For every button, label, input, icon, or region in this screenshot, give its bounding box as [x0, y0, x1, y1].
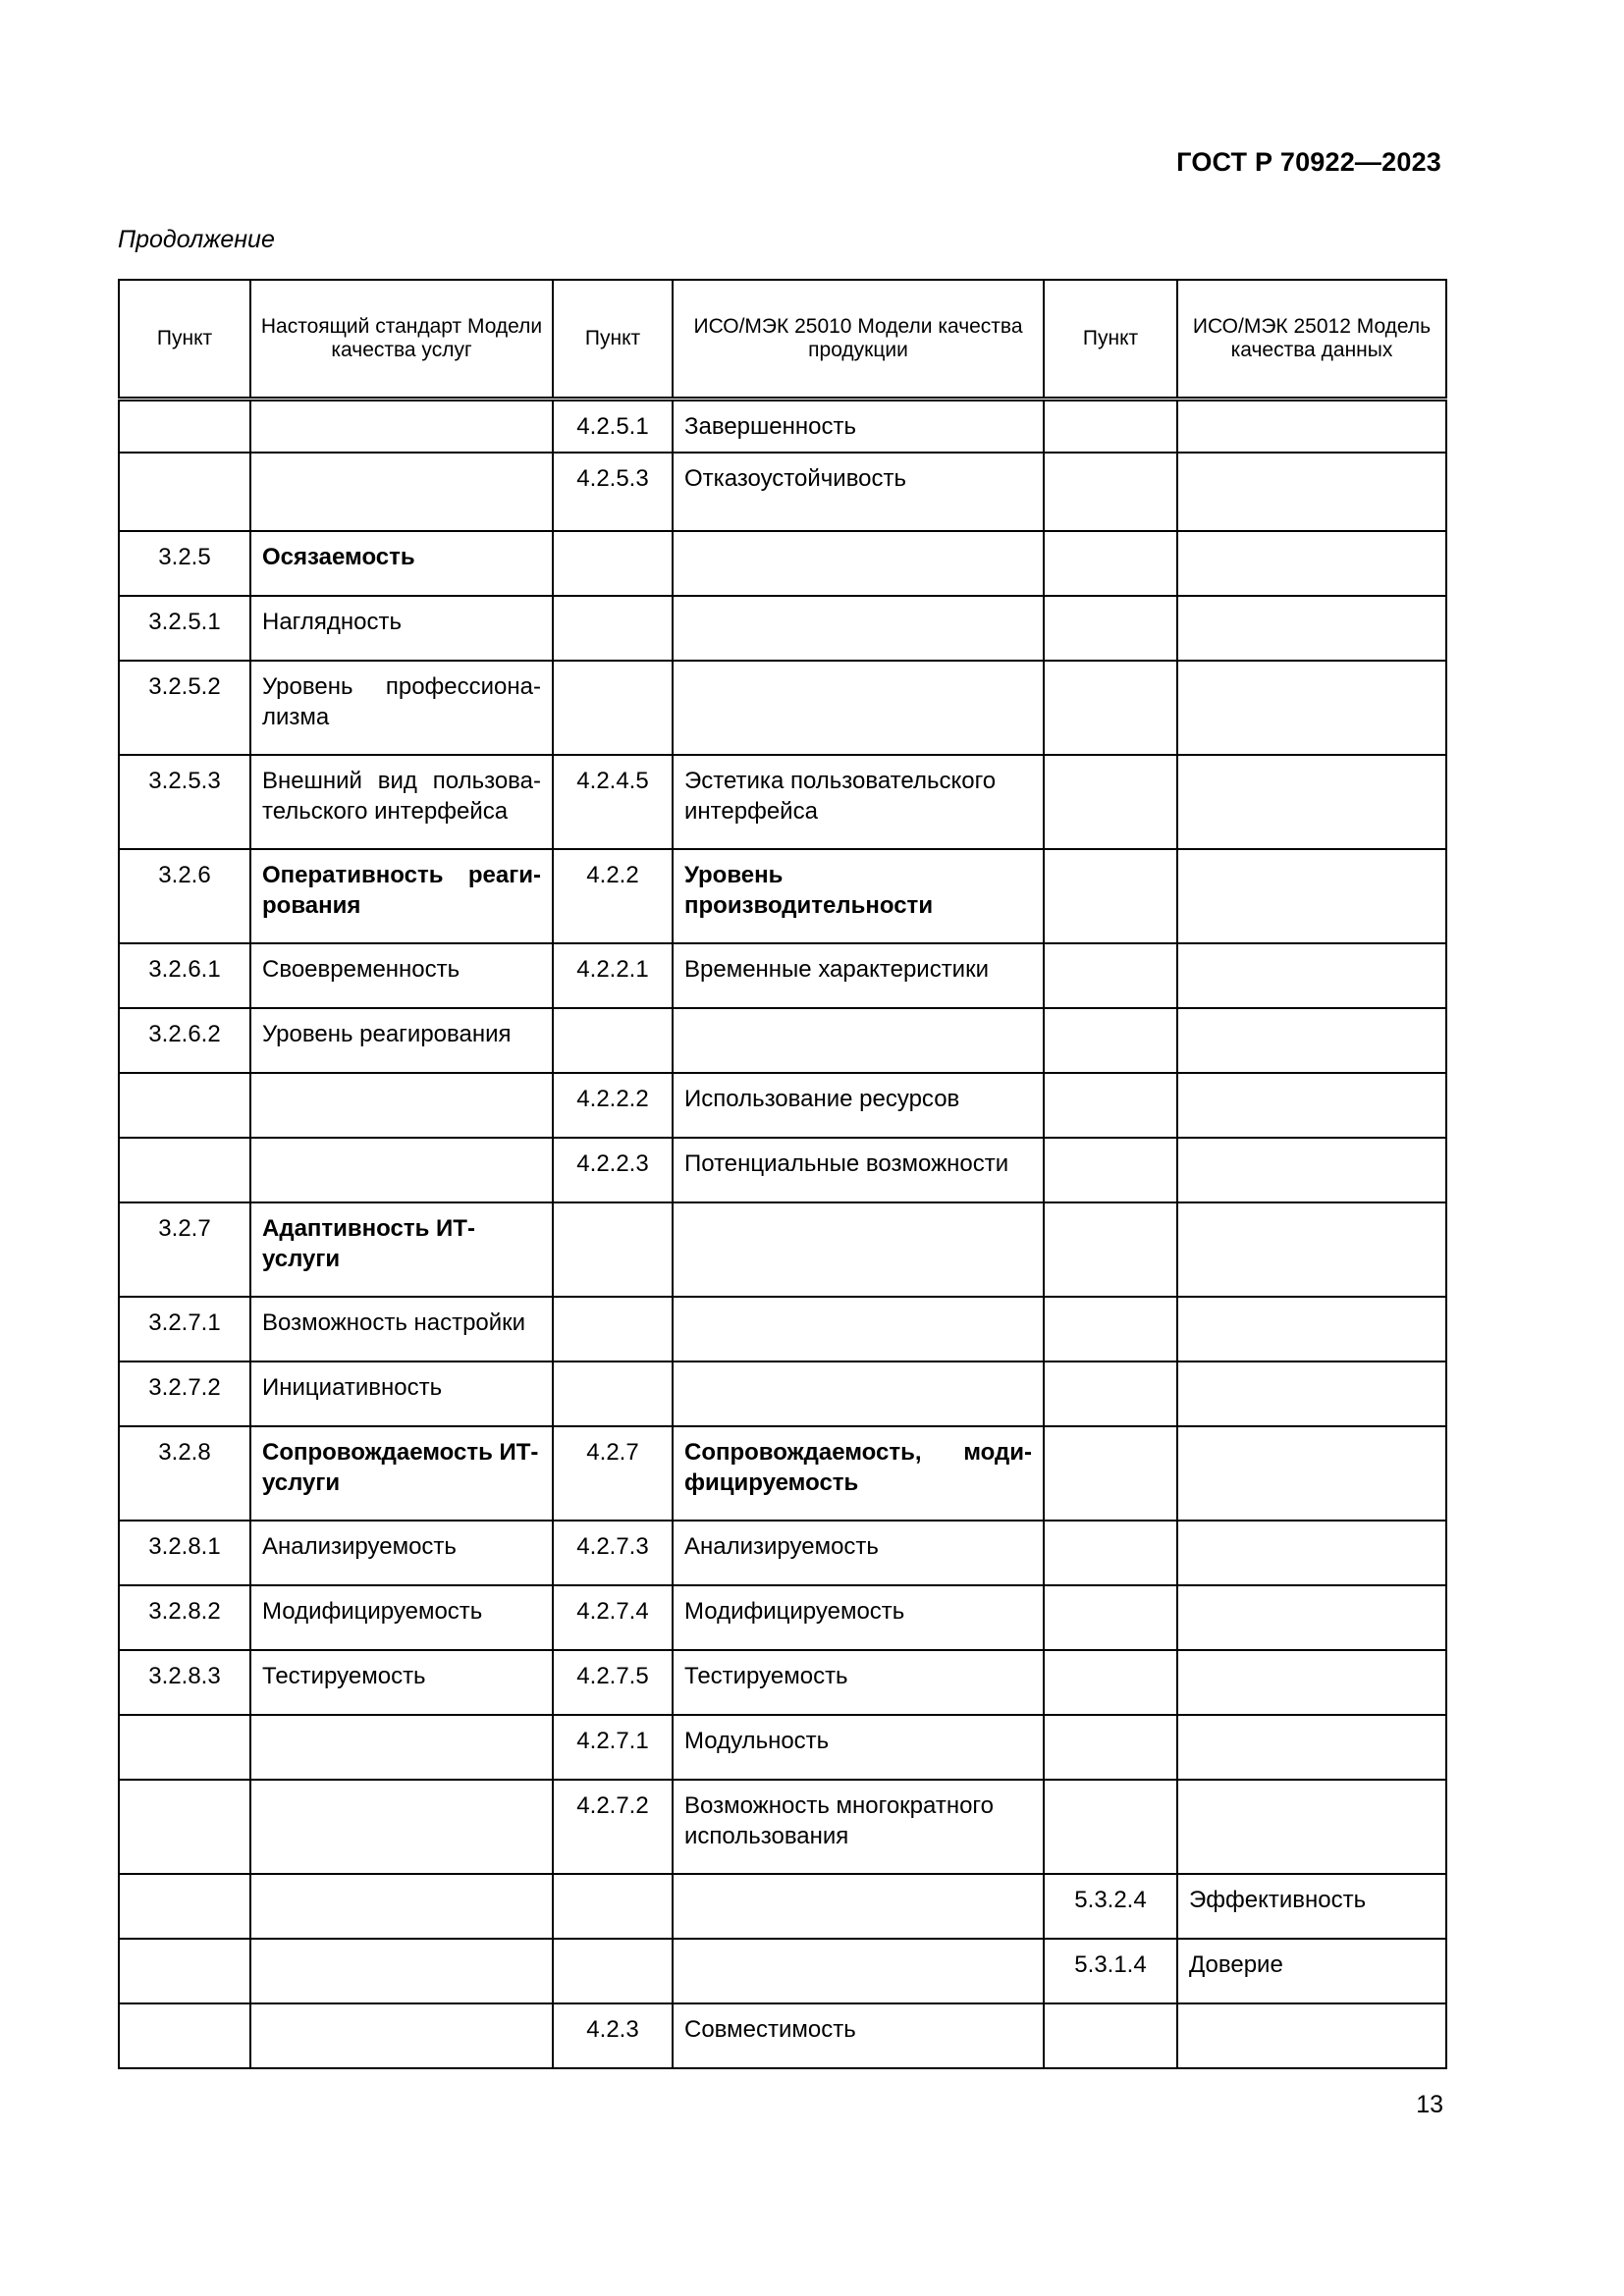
clause-number-cell: 3.2.7 [119, 1202, 250, 1297]
product-quality-cell [673, 661, 1044, 755]
clause-number-cell [553, 1362, 673, 1426]
service-quality-cell: Осязаемость [250, 531, 553, 596]
page-number: 13 [1416, 2091, 1443, 2118]
table-header-row [119, 280, 1446, 400]
product-quality-cell: Модульность [673, 1715, 1044, 1780]
service-quality-cell [250, 1715, 553, 1780]
data-quality-cell [1177, 531, 1446, 596]
service-quality-cell: Оперативность реаги-рования [250, 849, 553, 943]
clause-number-cell: 3.2.7.2 [119, 1362, 250, 1426]
product-quality-cell [673, 1297, 1044, 1362]
clause-number-cell [119, 453, 250, 531]
clause-number-cell [553, 1297, 673, 1362]
data-quality-cell [1177, 596, 1446, 661]
clause-number-cell [1044, 1650, 1177, 1715]
product-quality-cell: Завершенность [673, 400, 1044, 454]
product-quality-cell: Отказоустойчивость [673, 453, 1044, 531]
data-quality-cell [1177, 1138, 1446, 1202]
service-quality-cell [250, 453, 553, 531]
product-quality-cell: Использование ресурсов [673, 1073, 1044, 1138]
correspondence-table [118, 279, 1447, 2069]
data-quality-cell [1177, 1297, 1446, 1362]
clause-number-cell [1044, 596, 1177, 661]
clause-number-cell: 3.2.6.1 [119, 943, 250, 1008]
clause-number-cell: 3.2.8.3 [119, 1650, 250, 1715]
service-quality-cell: Инициативность [250, 1362, 553, 1426]
column-header: ИСО/МЭК 25012 Модель качества данных [1177, 280, 1446, 400]
clause-number-cell: 3.2.5.2 [119, 661, 250, 755]
data-quality-cell [1177, 755, 1446, 849]
column-header: ИСО/МЭК 25010 Модели качества продукции [673, 280, 1044, 400]
clause-number-cell [553, 661, 673, 755]
clause-number-cell [1044, 755, 1177, 849]
clause-number-cell [119, 400, 250, 454]
clause-number-cell [1044, 1362, 1177, 1426]
clause-number-cell [119, 1138, 250, 1202]
clause-number-cell: 4.2.7 [553, 1426, 673, 1521]
data-quality-cell [1177, 1426, 1446, 1521]
clause-number-cell: 4.2.2.1 [553, 943, 673, 1008]
data-quality-cell [1177, 849, 1446, 943]
product-quality-cell: Эстетика пользовательского интерфейса [673, 755, 1044, 849]
product-quality-cell: Возможность многократного использования [673, 1780, 1044, 1874]
clause-number-cell: 3.2.6.2 [119, 1008, 250, 1073]
service-quality-cell: Тестируемость [250, 1650, 553, 1715]
clause-number-cell: 4.2.7.3 [553, 1521, 673, 1585]
clause-number-cell: 4.2.4.5 [553, 755, 673, 849]
clause-number-cell [119, 1780, 250, 1874]
clause-number-cell: 3.2.8.1 [119, 1521, 250, 1585]
data-quality-cell [1177, 943, 1446, 1008]
table-row [119, 2003, 1446, 2068]
product-quality-cell [673, 531, 1044, 596]
table-row [119, 1008, 1446, 1073]
clause-number-cell: 3.2.7.1 [119, 1297, 250, 1362]
clause-number-cell [1044, 661, 1177, 755]
clause-number-cell [1044, 943, 1177, 1008]
clause-number-cell [553, 1008, 673, 1073]
table-row [119, 596, 1446, 661]
table-row [119, 849, 1446, 943]
product-quality-cell: Временные характеристики [673, 943, 1044, 1008]
clause-number-cell: 4.2.7.2 [553, 1780, 673, 1874]
clause-number-cell [1044, 1585, 1177, 1650]
clause-number-cell [1044, 1008, 1177, 1073]
clause-number-cell [553, 1202, 673, 1297]
clause-number-cell: 4.2.2.2 [553, 1073, 673, 1138]
clause-number-cell: 3.2.6 [119, 849, 250, 943]
table-row [119, 755, 1446, 849]
service-quality-cell [250, 1780, 553, 1874]
product-quality-cell [673, 1008, 1044, 1073]
product-quality-cell [673, 1874, 1044, 1939]
table-row [119, 1297, 1446, 1362]
table-row [119, 1426, 1446, 1521]
clause-number-cell [1044, 1073, 1177, 1138]
clause-number-cell [1044, 1138, 1177, 1202]
clause-number-cell [1044, 2003, 1177, 2068]
table-row [119, 400, 1446, 454]
clause-number-cell: 4.2.7.4 [553, 1585, 673, 1650]
service-quality-cell: Адаптивность ИТ-услуги [250, 1202, 553, 1297]
table-row [119, 1585, 1446, 1650]
table-row [119, 453, 1446, 531]
data-quality-cell [1177, 2003, 1446, 2068]
product-quality-cell: Сопровождаемость, моди-фицируемость [673, 1426, 1044, 1521]
product-quality-cell [673, 1202, 1044, 1297]
data-quality-cell [1177, 1585, 1446, 1650]
clause-number-cell [119, 2003, 250, 2068]
clause-number-cell: 4.2.2.3 [553, 1138, 673, 1202]
clause-number-cell [1044, 1521, 1177, 1585]
service-quality-cell [250, 2003, 553, 2068]
data-quality-cell: Эффективность [1177, 1874, 1446, 1939]
clause-number-cell: 4.2.7.1 [553, 1715, 673, 1780]
service-quality-cell [250, 1874, 553, 1939]
table-row [119, 1939, 1446, 2003]
clause-number-cell: 5.3.2.4 [1044, 1874, 1177, 1939]
service-quality-cell: Внешний вид пользова-тельского интерфейса [250, 755, 553, 849]
table-row [119, 1715, 1446, 1780]
service-quality-cell: Возможность настройки [250, 1297, 553, 1362]
clause-number-cell: 3.2.5.1 [119, 596, 250, 661]
product-quality-cell: Потенциальные возможности [673, 1138, 1044, 1202]
clause-number-cell: 3.2.5 [119, 531, 250, 596]
data-quality-cell: Доверие [1177, 1939, 1446, 2003]
clause-number-cell: 4.2.7.5 [553, 1650, 673, 1715]
product-quality-cell: Совместимость [673, 2003, 1044, 2068]
product-quality-cell: Модифицируемость [673, 1585, 1044, 1650]
table-row [119, 943, 1446, 1008]
table-row [119, 1362, 1446, 1426]
product-quality-cell [673, 1939, 1044, 2003]
service-quality-cell: Наглядность [250, 596, 553, 661]
clause-number-cell [1044, 453, 1177, 531]
service-quality-cell [250, 1138, 553, 1202]
clause-number-cell: 4.2.2 [553, 849, 673, 943]
data-quality-cell [1177, 1362, 1446, 1426]
data-quality-cell [1177, 1521, 1446, 1585]
data-quality-cell [1177, 1073, 1446, 1138]
clause-number-cell [1044, 1426, 1177, 1521]
clause-number-cell [1044, 849, 1177, 943]
clause-number-cell [119, 1874, 250, 1939]
clause-number-cell: 3.2.8.2 [119, 1585, 250, 1650]
table-row [119, 1138, 1446, 1202]
clause-number-cell [553, 1939, 673, 2003]
service-quality-cell: Анализируемость [250, 1521, 553, 1585]
service-quality-cell: Уровень реагирования [250, 1008, 553, 1073]
clause-number-cell [119, 1715, 250, 1780]
service-quality-cell [250, 400, 553, 454]
column-header: Пункт [1044, 280, 1177, 400]
clause-number-cell: 4.2.3 [553, 2003, 673, 2068]
clause-number-cell [119, 1939, 250, 2003]
service-quality-cell: Уровень профессиона-лизма [250, 661, 553, 755]
clause-number-cell: 5.3.1.4 [1044, 1939, 1177, 2003]
continuation-label: Продолжение [118, 226, 275, 253]
clause-number-cell: 4.2.5.3 [553, 453, 673, 531]
product-quality-cell [673, 1362, 1044, 1426]
product-quality-cell: Тестируемость [673, 1650, 1044, 1715]
data-quality-cell [1177, 1715, 1446, 1780]
data-quality-cell [1177, 453, 1446, 531]
clause-number-cell [1044, 400, 1177, 454]
product-quality-cell: Анализируемость [673, 1521, 1044, 1585]
data-quality-cell [1177, 1650, 1446, 1715]
table-row [119, 1521, 1446, 1585]
clause-number-cell: 3.2.8 [119, 1426, 250, 1521]
service-quality-cell: Своевременность [250, 943, 553, 1008]
table-row [119, 661, 1446, 755]
clause-number-cell [1044, 1297, 1177, 1362]
column-header: Пункт [119, 280, 250, 400]
clause-number-cell: 4.2.5.1 [553, 400, 673, 454]
document-code: ГОСТ Р 70922—2023 [1176, 147, 1441, 177]
clause-number-cell [119, 1073, 250, 1138]
column-header: Пункт [553, 280, 673, 400]
table-row [119, 1650, 1446, 1715]
clause-number-cell [1044, 531, 1177, 596]
table-row [119, 1874, 1446, 1939]
product-quality-cell: Уровень производительности [673, 849, 1044, 943]
clause-number-cell [1044, 1715, 1177, 1780]
clause-number-cell [553, 531, 673, 596]
service-quality-cell: Сопровождаемость ИТ-услуги [250, 1426, 553, 1521]
column-header: Настоящий стандарт Модели качества услуг [250, 280, 553, 400]
clause-number-cell: 3.2.5.3 [119, 755, 250, 849]
clause-number-cell [553, 596, 673, 661]
clause-number-cell [1044, 1780, 1177, 1874]
table-row [119, 1202, 1446, 1297]
product-quality-cell [673, 596, 1044, 661]
table-row [119, 1780, 1446, 1874]
service-quality-cell [250, 1073, 553, 1138]
data-quality-cell [1177, 1780, 1446, 1874]
data-quality-cell [1177, 661, 1446, 755]
data-quality-cell [1177, 400, 1446, 454]
clause-number-cell [1044, 1202, 1177, 1297]
service-quality-cell: Модифицируемость [250, 1585, 553, 1650]
data-quality-cell [1177, 1202, 1446, 1297]
table-row [119, 1073, 1446, 1138]
data-quality-cell [1177, 1008, 1446, 1073]
service-quality-cell [250, 1939, 553, 2003]
table-row [119, 531, 1446, 596]
clause-number-cell [553, 1874, 673, 1939]
